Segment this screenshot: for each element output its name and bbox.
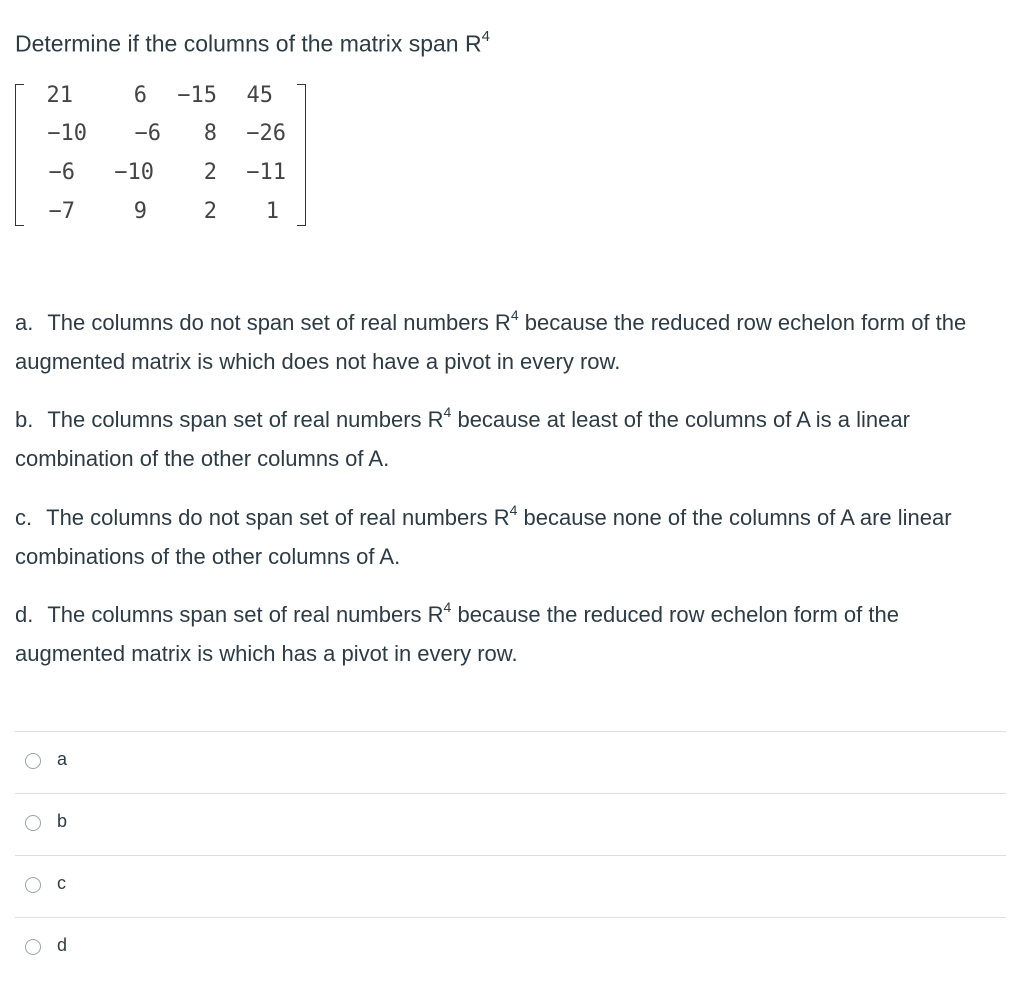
option-letter: a. [15,310,34,335]
question-prompt [15,30,490,58]
option-text: The columns do not span set of real numbers R [46,505,510,530]
matrix-cell: −6 [48,160,75,185]
answer-choice-c[interactable] [15,855,1006,917]
matrix-cell: 1 [265,199,279,224]
matrix-cell: −11 [246,160,286,185]
question-prompt-superscript: 4 [481,28,490,45]
option-text: The columns do not span set of real numbers R [47,310,511,335]
option-text: The columns span set of real numbers R [47,602,444,627]
answer-label[interactable]: b [57,811,68,831]
radio-button[interactable] [25,939,41,955]
option-text-continued: because none of the columns of A are linear combinations of the other columns of A. [15,505,952,569]
option-letter: b. [15,407,34,432]
matrix-cell: 6 [133,83,147,108]
option-c-description [15,498,1010,576]
radio-button[interactable] [25,753,41,769]
option-letter: c. [15,505,33,530]
matrix-cell: −15 [177,83,217,108]
matrix-right-bracket [297,84,306,226]
matrix-cell: 9 [133,199,147,224]
option-d-description [15,595,1010,673]
option-text: The columns span set of real numbers R [47,407,444,432]
answer-label[interactable]: a [57,749,68,769]
matrix-cell: 21 [46,83,73,108]
radio-button[interactable] [25,815,41,831]
option-superscript: 4 [443,598,452,615]
answer-choice-a[interactable] [15,731,1006,793]
answer-choice-d[interactable] [15,917,1006,979]
option-b-description [15,400,1010,478]
matrix-cell: 45 [246,83,273,108]
question-prompt-text: Determine if the columns of the matrix span R [15,30,482,57]
answer-choices [15,731,1006,979]
option-superscript: 4 [443,403,452,420]
option-text-continued: because the reduced row echelon form of the augmented matrix is which does not have a pivot in every row. [15,310,967,374]
option-superscript: 4 [510,306,519,323]
matrix-cell: −6 [134,121,161,146]
answer-choice-b[interactable] [15,793,1006,855]
option-superscript: 4 [509,501,518,518]
matrix-cell: −10 [114,160,154,185]
option-text-continued: because the reduced row echelon form of the augmented matrix is which has a pivot in every row. [15,602,899,666]
matrix [15,80,307,230]
answer-label[interactable]: c [57,873,66,893]
matrix-cell: −26 [246,121,286,146]
option-text-continued: because at least of the columns of A is a linear combination of the other columns of A. [15,407,910,471]
matrix-cell: −10 [47,121,87,146]
radio-button[interactable] [25,877,41,893]
option-letter: d. [15,602,34,627]
matrix-cell: 2 [203,199,217,224]
matrix-cell: −7 [48,199,75,224]
matrix-cell: 2 [203,160,217,185]
option-a-description [15,303,1010,381]
answer-label[interactable]: d [57,935,68,955]
matrix-cell: 8 [203,121,217,146]
